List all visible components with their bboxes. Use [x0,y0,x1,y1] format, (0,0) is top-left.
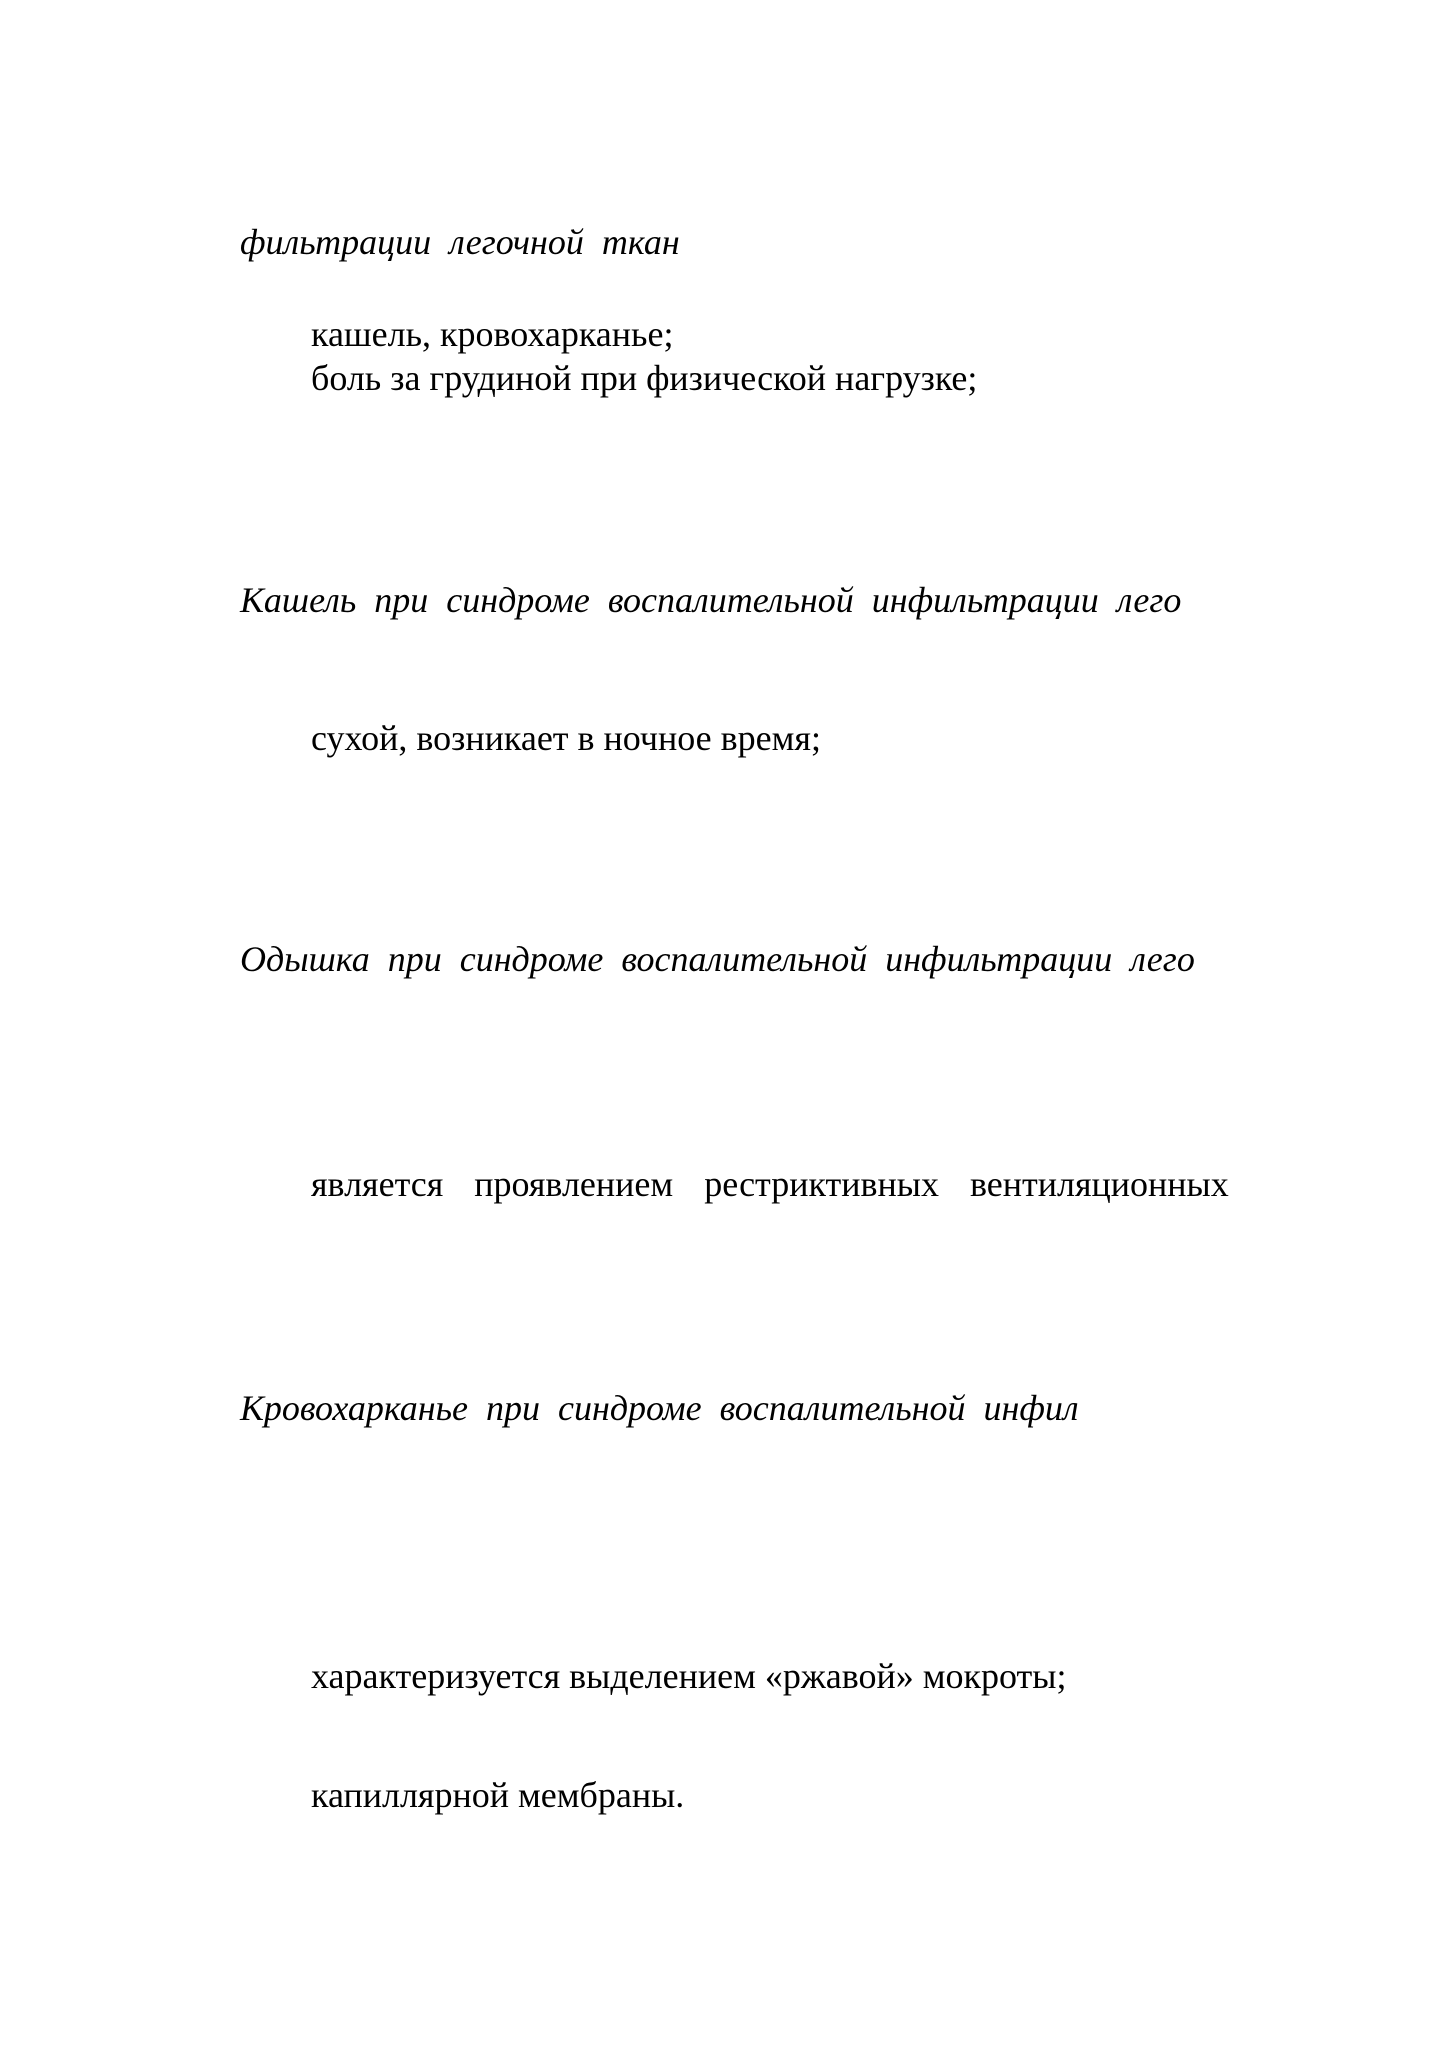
answer-option-4-1: характеризуется выделением «ржавой» мокроты; [311,1656,1067,1696]
answer-option-1-2: боль за грудиной при физической нагрузке; [311,358,978,398]
question-heading-1: фильтрации легочной ткан [240,222,680,262]
answer-option-4-2: капиллярной мембраны. [311,1775,685,1815]
question-heading-2: Кашель при синдроме воспалительной инфильтрации лего [240,580,1182,620]
answer-option-1-1: кашель, кровохарканье; [311,314,674,354]
question-heading-4: Кровохарканье при синдроме воспалительной инфил [240,1388,1079,1428]
answer-option-2-1: сухой, возникает в ночное время; [311,718,821,758]
question-heading-3: Одышка при синдроме воспалительной инфильтрации лего [240,939,1195,979]
answer-option-3-1: является проявлением рестриктивных вентиляционных [311,1164,1229,1204]
